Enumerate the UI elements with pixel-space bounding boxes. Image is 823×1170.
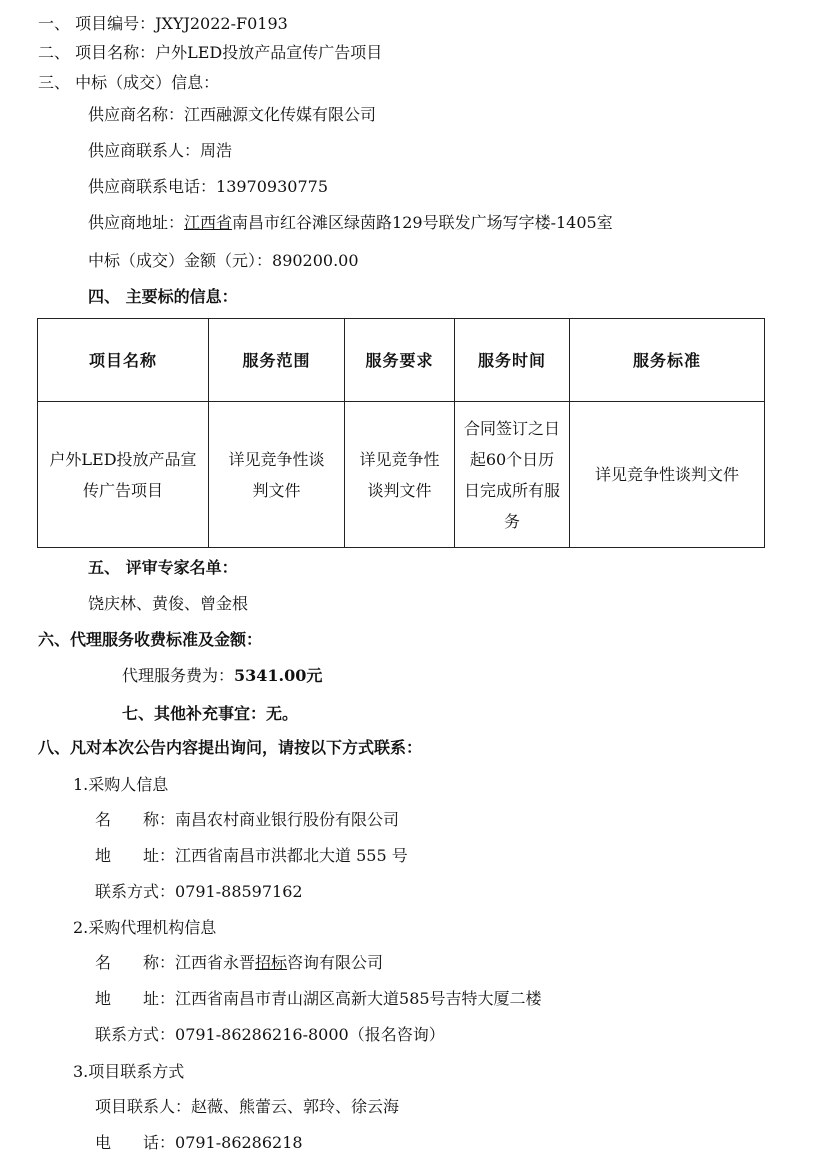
table-header-row [38, 319, 765, 402]
supplier-name-label: 供应商名称： [88, 105, 185, 124]
other-matters-heading: 七、其他补充事宜：无。 [122, 704, 299, 723]
supplier-contact-label: 供应商联系人： [88, 141, 201, 160]
table-cell: 详见竞争性谈判文件 [345, 402, 455, 548]
supplier-address-province: 江西省 [184, 213, 233, 232]
table-cell: 详见竞争性谈判文件 [209, 402, 345, 548]
agency-name-line [95, 953, 383, 973]
supplier-contact-value: 周浩 [200, 141, 233, 160]
purchaser-address-label: 地 址： [95, 846, 176, 865]
purchaser-name-line [95, 810, 399, 830]
supplier-address-line [88, 213, 613, 233]
award-info-heading: 三、 中标（成交）信息： [38, 73, 220, 92]
project-name-label: 二、 项目名称： [38, 43, 156, 62]
purchaser-contact-value: 0791-88597162 [175, 882, 303, 901]
project-number-label: 一、 项目编号： [38, 14, 156, 33]
project-contact-phone-value: 0791-86286218 [175, 1133, 303, 1152]
agency-title: 2.采购代理机构信息 [73, 918, 217, 937]
experts-heading: 五、 评审专家名单： [88, 558, 238, 577]
agency-fee-label: 代理服务费为： [122, 666, 235, 685]
agency-contact-value: 0791-86286216-8000（报名咨询） [175, 1025, 445, 1044]
supplier-phone-label: 供应商联系电话： [88, 177, 217, 196]
table-header-cell: 服务范围 [209, 319, 345, 402]
award-amount-label: 中标（成交）金额（元）： [88, 251, 273, 270]
project-contact-phone-label: 电 话： [95, 1133, 176, 1152]
table-header-cell: 服务时间 [455, 319, 570, 402]
agency-contact-label: 联系方式： [95, 1025, 176, 1044]
agency-fee-heading: 六、代理服务收费标准及金额： [38, 630, 263, 649]
project-contact-people-label: 项目联系人： [95, 1097, 192, 1116]
supplier-name-value: 江西融源文化传媒有限公司 [184, 105, 377, 124]
purchaser-name-value: 南昌农村商业银行股份有限公司 [175, 810, 400, 829]
project-contact-phone-line [95, 1133, 303, 1153]
supplier-phone-value: 13970930775 [216, 177, 328, 196]
project-number-value: JXYJ2022-F0193 [155, 14, 288, 33]
agency-fee-line [122, 666, 322, 686]
agency-name-pre: 江西省永晋 [175, 953, 256, 972]
main-items-table [37, 318, 765, 548]
purchaser-address-value: 江西省南昌市洪都北大道 555 号 [175, 846, 408, 865]
agency-address-line [95, 989, 542, 1009]
table-cell: 户外LED投放产品宣传广告项目 [38, 402, 209, 548]
agency-address-value: 江西省南昌市青山湖区高新大道585号吉特大厦二楼 [175, 989, 542, 1008]
project-name-value: 户外LED投放产品宣传广告项目 [155, 43, 383, 62]
table-cell: 合同签订之日起60个日历日完成所有服务 [455, 402, 570, 548]
supplier-contact-line [88, 141, 232, 161]
supplier-address-label: 供应商地址： [88, 213, 185, 232]
project-name-line [38, 43, 382, 63]
agency-contact-line [95, 1025, 445, 1045]
agency-name-post: 咨询有限公司 [287, 953, 384, 972]
purchaser-contact-line [95, 882, 303, 902]
main-items-heading: 四、 主要标的信息： [88, 287, 238, 306]
project-contact-people-line [95, 1097, 399, 1117]
table-cell: 详见竞争性谈判文件 [570, 402, 765, 548]
table-header-cell: 服务要求 [345, 319, 455, 402]
purchaser-name-label: 名 称： [95, 810, 176, 829]
agency-name-underlined: 招标 [255, 953, 288, 972]
project-contact-people-value: 赵薇、熊蕾云、郭玲、徐云海 [191, 1097, 400, 1116]
project-contact-title: 3.项目联系方式 [73, 1062, 185, 1081]
table-row [38, 402, 765, 548]
agency-name-label: 名 称： [95, 953, 176, 972]
purchaser-address-line [95, 846, 408, 866]
supplier-phone-line [88, 177, 328, 197]
purchaser-contact-label: 联系方式： [95, 882, 176, 901]
agency-address-label: 地 址： [95, 989, 176, 1008]
contact-heading: 八、凡对本次公告内容提出询问，请按以下方式联系： [38, 738, 423, 757]
table-header-cell: 服务标准 [570, 319, 765, 402]
supplier-address-value: 南昌市红谷滩区绿茵路129号联发广场写字楼-1405室 [232, 213, 613, 232]
award-amount-value: 890200.00 [272, 251, 359, 270]
supplier-name-line [88, 105, 376, 125]
project-number-line [38, 14, 288, 34]
table-header-cell: 项目名称 [38, 319, 209, 402]
award-amount-line [88, 251, 359, 271]
agency-fee-value: 5341.00元 [234, 666, 323, 685]
purchaser-title: 1.采购人信息 [73, 775, 169, 794]
experts-list: 饶庆林、黄俊、曾金根 [88, 594, 249, 613]
